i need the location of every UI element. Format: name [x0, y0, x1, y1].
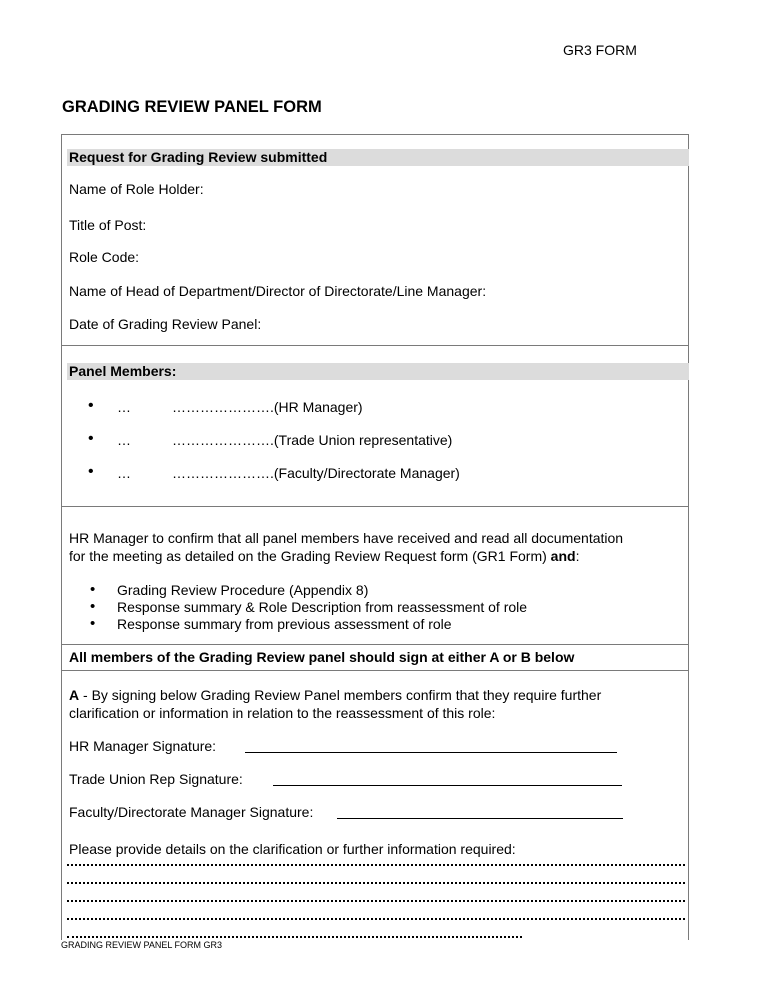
role-holder-label: Name of Role Holder: [69, 181, 204, 197]
documentation-intro-text: for the meeting as detailed on the Grading Review Request form (GR1 Form) [69, 548, 547, 564]
sign-instruction: All members of the Grading Review panel should sign at either A or B below [69, 649, 575, 665]
panel-member-hr [62, 399, 682, 419]
section-a-intro-line2: clarification or information in relation to the reassessment of this role: [69, 705, 496, 721]
hr-manager-signature-line[interactable] [245, 752, 617, 753]
documentation-intro-line2 [69, 548, 579, 564]
bullet-icon: • [88, 430, 94, 447]
details-line[interactable] [67, 870, 685, 888]
documentation-intro-line1: HR Manager to confirm that all panel members have received and read all documentation [69, 530, 624, 546]
bullet-icon: • [88, 397, 94, 414]
details-line[interactable] [67, 852, 685, 870]
section-a [61, 670, 689, 940]
documentation-item-text: Grading Review Procedure (Appendix 8) [117, 582, 369, 598]
details-line[interactable] [67, 906, 685, 924]
documentation-intro-colon: : [575, 548, 580, 564]
member-name: … [117, 465, 131, 481]
form-code: GR3 FORM [563, 42, 637, 58]
member-role: ………………….(Faculty/Directorate Manager) [172, 465, 460, 481]
bullet-icon: • [90, 615, 96, 632]
documentation-item-text: Response summary & Role Description from reassessment of role [117, 599, 528, 615]
bullet-icon: • [90, 581, 96, 598]
union-rep-signature-label: Trade Union Rep Signature: [69, 771, 243, 787]
request-section-heading: Request for Grading Review submitted [67, 149, 689, 166]
faculty-manager-signature-row [69, 804, 684, 822]
union-rep-signature-line[interactable] [273, 785, 622, 786]
panel-member-union [62, 432, 682, 452]
member-role: ………………….(HR Manager) [172, 399, 363, 415]
review-date-label: Date of Grading Review Panel: [69, 316, 262, 332]
faculty-manager-signature-line[interactable] [337, 818, 623, 819]
member-name: … [117, 432, 131, 448]
head-of-department-label: Name of Head of Department/Director of Directorate/Line Manager: [69, 283, 487, 299]
member-role: ………………….(Trade Union representative) [172, 432, 453, 448]
divider [62, 644, 688, 645]
post-title-label: Title of Post: [69, 217, 147, 233]
panel-member-faculty [62, 465, 682, 485]
request-section [61, 134, 689, 346]
hr-manager-signature-row [69, 738, 684, 756]
documentation-item-text: Response summary from previous assessment of role [117, 616, 452, 632]
bullet-icon: • [88, 463, 94, 480]
panel-members-section [61, 345, 689, 507]
details-prompt: Please provide details on the clarification or further information required: [69, 841, 516, 857]
faculty-manager-signature-label: Faculty/Directorate Manager Signature: [69, 804, 314, 820]
bullet-icon: • [90, 598, 96, 615]
panel-members-heading: Panel Members: [67, 363, 689, 380]
documentation-section [61, 506, 689, 671]
section-a-text: - By signing below Grading Review Panel members confirm that they require further [79, 687, 602, 703]
page-title: GRADING REVIEW PANEL FORM [62, 98, 322, 116]
section-a-letter: A [69, 687, 80, 703]
documentation-intro-and: and [550, 548, 576, 564]
member-name: … [117, 399, 131, 415]
section-a-intro-line1 [69, 687, 601, 703]
details-line[interactable] [67, 888, 685, 906]
role-code-label: Role Code: [69, 249, 140, 265]
hr-manager-signature-label: HR Manager Signature: [69, 738, 217, 754]
page-footer: GRADING REVIEW PANEL FORM GR3 [61, 940, 223, 950]
union-rep-signature-row [69, 771, 684, 789]
